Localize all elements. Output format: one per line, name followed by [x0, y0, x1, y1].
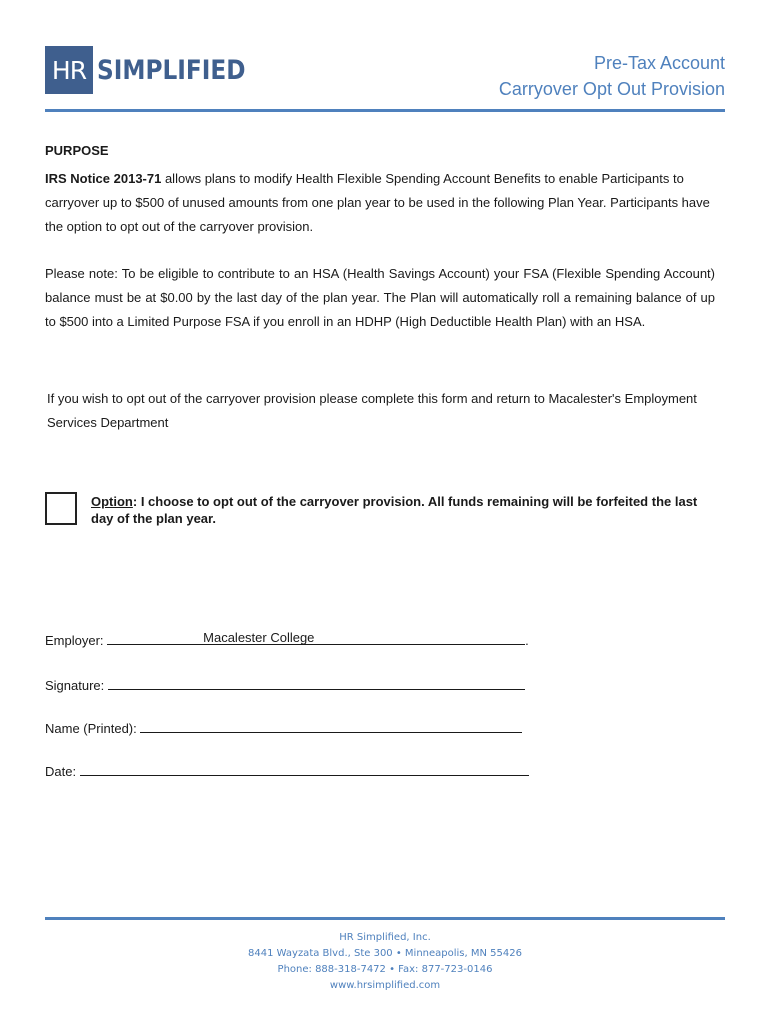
- footer-phone: Phone: 888-318-7472 • Fax: 877-723-0146: [277, 964, 493, 975]
- opt-out-option-text: [91, 493, 721, 527]
- employer-label: Employer:: [45, 633, 108, 648]
- irs-notice-ref: IRS Notice 2013-71: [45, 171, 162, 186]
- title-line-1: Pre-Tax Account: [593, 53, 725, 73]
- hsa-note-paragraph: Please note: To be eligible to contribute to an HSA (Health Savings Account) your FSA (Flexible Spending Account) balance must be at $0.00 by the last day of the plan year. The Plan will automatically roll a remaining balance of up to $500 into a Limited Purpose FSA if you enroll in an HDHP (High Deductible Health Plan) with an HSA.: [45, 266, 715, 329]
- signature-field: [45, 675, 525, 693]
- name-field: [45, 718, 522, 736]
- footer-website[interactable]: www.hrsimplified.com: [329, 980, 441, 991]
- employer-field: [45, 629, 529, 648]
- employer-end: .: [525, 633, 529, 648]
- purpose-heading: PURPOSE: [45, 143, 109, 158]
- header-divider: [45, 109, 725, 112]
- title-line-2: Carryover Opt Out Provision: [498, 79, 725, 99]
- option-statement: : I choose to opt out of the carryover provision. All funds remaining will be forfeited the last day of the plan year.: [91, 494, 698, 526]
- footer: [0, 930, 770, 994]
- date-label: Date:: [45, 764, 80, 779]
- opt-out-checkbox[interactable]: [45, 492, 77, 525]
- irs-notice-paragraph: [45, 167, 715, 239]
- employer-value: Macalester College: [203, 630, 315, 645]
- date-field: [45, 761, 529, 779]
- date-input[interactable]: [80, 761, 529, 776]
- instruction-paragraph: If you wish to opt out of the carryover provision please complete this form and return to Macalester's Employment Services Department: [47, 391, 697, 430]
- hr-simplified-logo: [45, 46, 270, 94]
- option-label: Option: [91, 494, 133, 509]
- employer-input[interactable]: [107, 629, 525, 645]
- irs-notice-text: allows plans to modify Health Flexible Spending Account Benefits to enable Participants to carryover up to $500 of unused amounts from one plan year to be used in the following Plan Year. Participants have the option to opt out of the carryover provision.: [45, 171, 710, 234]
- signature-input[interactable]: [108, 675, 525, 690]
- name-label: Name (Printed):: [45, 721, 141, 736]
- footer-address: 8441 Wayzata Blvd., Ste 300 • Minneapolis, MN 55426: [248, 948, 522, 959]
- footer-company: HR Simplified, Inc.: [339, 932, 431, 943]
- logo-wordmark: SIMPLIFIED: [97, 54, 246, 86]
- document-title: [499, 50, 725, 102]
- name-input[interactable]: [140, 718, 522, 733]
- footer-divider: [45, 917, 725, 920]
- signature-label: Signature:: [45, 678, 108, 693]
- logo-mark: HR: [45, 46, 93, 94]
